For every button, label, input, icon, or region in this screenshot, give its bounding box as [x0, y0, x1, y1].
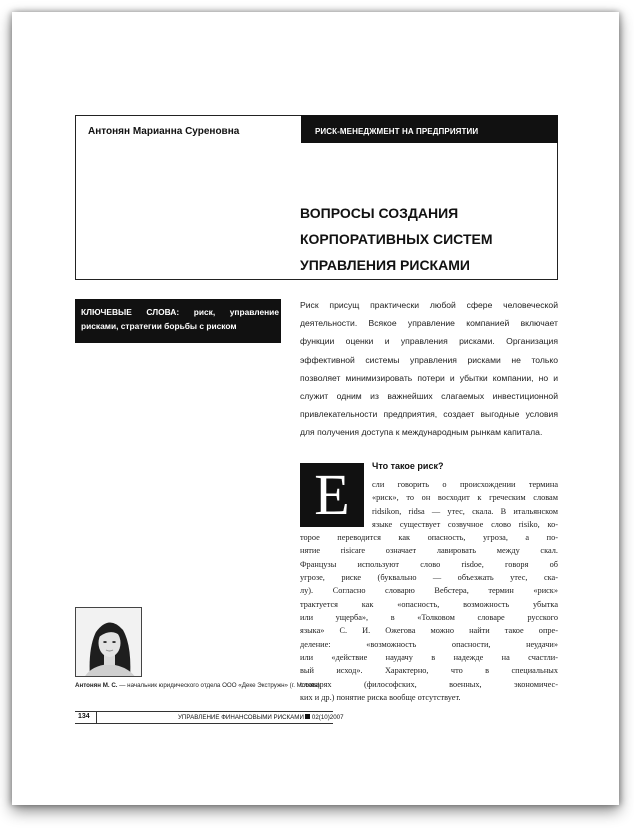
- body-line: вый исход». Характерно, что в специальных: [300, 666, 558, 676]
- keywords-text: КЛЮЧЕВЫЕ СЛОВА: риск, управление рисками, стратегии борьбы с риском: [81, 307, 279, 331]
- body-line: ких и др.) понятие риска вообще отсутствует.: [300, 693, 461, 703]
- article-title: [300, 200, 550, 278]
- body-line: сли говорить о происхождении термина: [372, 480, 558, 489]
- drop-cap: Е: [314, 462, 350, 527]
- page-number: 134: [78, 713, 90, 720]
- square-bullet-icon: [305, 714, 310, 719]
- body-line: или ущерба», в «Толковом словаре русского: [300, 613, 558, 623]
- body-line: нятие risicare означает лавировать между скал.: [300, 546, 558, 556]
- title-line: ВОПРОСЫ СОЗДАНИЯ: [300, 205, 459, 221]
- body-line: ridsikon, ridsa — утес, скала. В итальянском: [372, 506, 558, 516]
- journal-issue: 02(10)2007: [311, 714, 344, 721]
- author-photo: [75, 607, 142, 677]
- portrait-image: [76, 608, 142, 677]
- body-line: Французы используют слово risdoe, говоря об: [300, 559, 558, 569]
- body-line: «риск», то он восходит к греческим словам: [372, 493, 558, 503]
- journal-name: [178, 714, 344, 721]
- body-line: языка» С. И. Ожегова можно найти такое опре-: [300, 626, 558, 636]
- title-line: КОРПОРАТИВНЫХ СИСТЕМ: [300, 231, 493, 247]
- abstract-text: Риск присущ практически любой сфере человеческой деятельности. Всякое управление компанией включает функции оценки и управления рисками. Организация эффективной системы управления рисками не только позволяет минимизировать потери и убытки компании, но и служит одним из важнейших слагаемых инвестиционной привлекательности предприятия, создает выгодные условия для получения доступа к международным рынкам капитала.: [300, 300, 558, 438]
- body-line: трактуется как «опасность, возможность убытка: [300, 599, 558, 609]
- body-text-beside-cap: [372, 478, 558, 531]
- body-text: [300, 531, 558, 704]
- body-line: или «действие наудачу в надежде на счастли-: [300, 653, 558, 663]
- author-name: Антонян Марианна Суреновна: [88, 126, 240, 137]
- body-line: деление: «возможность опасности, неудачи»: [300, 639, 558, 649]
- footer-divider: [96, 711, 97, 723]
- section-subheading: Что такое риск?: [372, 461, 444, 471]
- body-line: торое переводится как опасность, угроза, а по-: [300, 533, 558, 542]
- journal-title: УПРАВЛЕНИЕ ФИНАНСОВЫМИ РИСКАМИ: [178, 714, 304, 721]
- caption-text: — начальник юридического отдела ООО «Деке Экстружн» (г. Москва): [117, 682, 320, 689]
- body-line: языке существует созвучное слово risiko, ко-: [372, 520, 558, 530]
- body-line: лу). Согласно словарю Вебстера, термин «риск»: [300, 586, 558, 596]
- body-line: словарях (философских, военных, экономичес-: [300, 679, 558, 689]
- caption-name: Антонян М. С.: [75, 682, 118, 689]
- author-caption: [75, 682, 320, 689]
- title-line: УПРАВЛЕНИЯ РИСКАМИ: [300, 257, 470, 273]
- body-line: угрозе, риске (буквально — объезжать утес, ска-: [300, 573, 558, 583]
- section-label: РИСК-МЕНЕДЖМЕНТ НА ПРЕДПРИЯТИИ: [315, 127, 479, 136]
